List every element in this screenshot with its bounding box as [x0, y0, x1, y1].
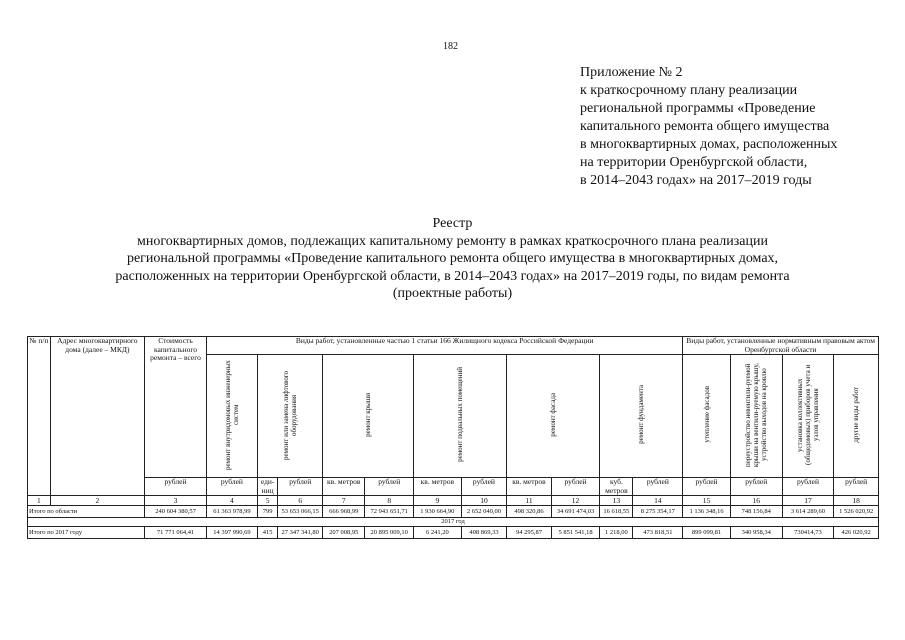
cell-value: 426 020,92 [834, 527, 879, 539]
header-work-roof: ремонт крыши [322, 355, 413, 478]
column-number: 7 [322, 496, 364, 506]
cell-value: 72 943 651,71 [365, 506, 414, 518]
title-line: (проектные работы) [392, 286, 513, 301]
appendix-line: в 2014–2043 годах» на 2017–2019 годы [580, 173, 812, 188]
column-number: 5 [257, 496, 278, 506]
cell-value: 16 618,55 [600, 506, 633, 518]
unit-label: рублей [633, 478, 683, 496]
column-number: 9 [414, 496, 462, 506]
cell-value: 20 895 009,10 [365, 527, 414, 539]
header-address: Адрес многоквартирного дома (далее – МКД) [50, 337, 144, 496]
column-number: 6 [278, 496, 323, 506]
unit-label: еди-ниц [257, 478, 278, 496]
cell-value: 14 397 990,69 [207, 527, 258, 539]
appendix-line: Приложение № 2 [580, 65, 683, 80]
cell-value: 8 275 354,17 [633, 506, 683, 518]
column-number: 17 [782, 496, 834, 506]
cell-value: 498 320,86 [507, 506, 552, 518]
cell-value: 71 771 064,41 [144, 527, 206, 539]
unit-label: кв. метров [507, 478, 552, 496]
column-number: 3 [144, 496, 206, 506]
cell-value: 94 295,87 [507, 527, 552, 539]
document-title [40, 215, 865, 303]
cell-value: 27 347 341,80 [278, 527, 323, 539]
unit-label: рублей [730, 478, 782, 496]
cell-value: 61 363 978,99 [207, 506, 258, 518]
column-number: 13 [600, 496, 633, 506]
title-line: многоквартирных домов, подлежащих капитальному ремонту в рамках краткосрочного плана реализации [137, 233, 768, 249]
title-line: Реестр [432, 216, 473, 231]
header-work-basement: ремонт подвальных помещений [414, 355, 507, 478]
header-work-engineering: ремонт внутридомовых инженерных систем [207, 355, 258, 478]
column-number: 2 [50, 496, 144, 506]
header-work-other: другие виды работ [834, 355, 879, 478]
header-cost: Стоимость капитального ремонта – всего [144, 337, 206, 478]
table-row-total-2017 [28, 527, 879, 539]
cell-value: 207 008,95 [322, 527, 364, 539]
unit-label: рублей [683, 478, 731, 496]
cell-value: 1 930 664,90 [414, 506, 462, 518]
header-work-insulation: утепление фасадов [683, 355, 731, 478]
cell-value: 5 851 541,18 [551, 527, 600, 539]
cell-value: 473 818,51 [633, 527, 683, 539]
row-label: Итого по 2017 году [28, 527, 145, 539]
cell-value: 1 136 348,16 [683, 506, 731, 518]
column-number: 12 [551, 496, 600, 506]
header-work-roof-rebuild: переустройство невентили-руемой крыши на вентили-руемую крышу, устройство выходов на кровлю [730, 355, 782, 478]
appendix-line: на территории Оренбургской области, [580, 155, 808, 170]
year-heading: 2017 год [28, 518, 879, 527]
cell-value: 240 604 380,57 [144, 506, 206, 518]
cell-value: 3 614 289,60 [782, 506, 834, 518]
column-number: 10 [461, 496, 507, 506]
unit-label: рублей [461, 478, 507, 496]
cell-value: 899 099,81 [683, 527, 731, 539]
column-number: 1 [28, 496, 51, 506]
cell-value: 340 958,34 [730, 527, 782, 539]
header-work-facade: ремонт фасада [507, 355, 600, 478]
unit-label: рублей [207, 478, 258, 496]
cell-value: 730414,73 [782, 527, 834, 539]
unit-label: рублей [365, 478, 414, 496]
table-row-total-region [28, 506, 879, 518]
header-work-elevator: ремонт или замена лифтового оборудования [257, 355, 322, 478]
header-group-federal: Виды работ, установленные частью 1 статьи 166 Жилищного кодекса Российской Федерации [207, 337, 683, 355]
cell-value: 799 [257, 506, 278, 518]
cell-value: 1 218,00 [600, 527, 633, 539]
title-line: расположенных на территории Оренбургской области, в 2014–2043 годах» на 2017–2019 годы, по видам ремонта [115, 268, 790, 284]
cell-value: 53 653 066,15 [278, 506, 323, 518]
appendix-line: к краткосрочному плану реализации [580, 83, 798, 98]
appendix-line: в многоквартирных домах, расположенных [580, 137, 838, 152]
cell-value: 408 869,33 [461, 527, 507, 539]
cell-value: 2 652 040,00 [461, 506, 507, 518]
column-number: 16 [730, 496, 782, 506]
header-num: № п/п [28, 337, 51, 496]
cell-value: 34 691 474,03 [551, 506, 600, 518]
unit-label: рублей [278, 478, 323, 496]
column-number: 18 [834, 496, 879, 506]
appendix-note [580, 64, 837, 190]
cell-value: 1 526 020,92 [834, 506, 879, 518]
column-number: 15 [683, 496, 731, 506]
unit-label: куб. метров [600, 478, 633, 496]
unit-label: рублей [551, 478, 600, 496]
unit-label: кв. метров [322, 478, 364, 496]
cell-value: 666 968,99 [322, 506, 364, 518]
header-work-foundation: ремонт фундамента [600, 355, 683, 478]
cell-value: 748 156,84 [730, 506, 782, 518]
row-label: Итого по области [28, 506, 145, 518]
appendix-line: капитального ремонта общего имущества [580, 119, 830, 134]
unit-label: кв. метров [414, 478, 462, 496]
unit-label: рублей [144, 478, 206, 496]
header-group-regional: Виды работ, установленные нормативным правовым актом Оренбургской области [683, 337, 879, 355]
column-number: 8 [365, 496, 414, 506]
column-number: 4 [207, 496, 258, 506]
cell-value: 415 [257, 527, 278, 539]
title-line: региональной программы «Проведение капитального ремонта общего имущества в многоквартирных домах, [126, 251, 779, 266]
page-number: 182 [443, 41, 458, 52]
header-work-meters: установка коллективных (общедомовых) приборов учета и узлов управления [782, 355, 834, 478]
appendix-line: региональной программы «Проведение [580, 101, 816, 116]
cell-value: 6 241,20 [414, 527, 462, 539]
column-number: 14 [633, 496, 683, 506]
unit-label: рублей [834, 478, 879, 496]
unit-label: рублей [782, 478, 834, 496]
registry-table [27, 336, 879, 539]
column-number: 11 [507, 496, 552, 506]
